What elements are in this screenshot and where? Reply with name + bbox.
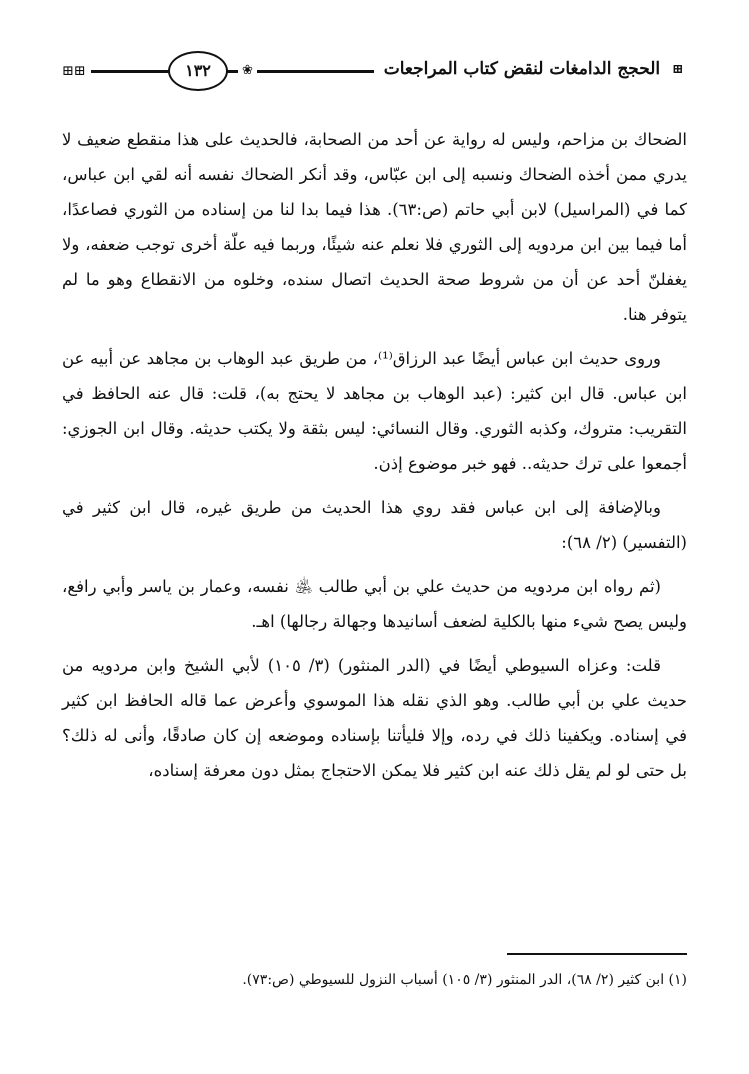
book-title: الحجج الدامغات لنقض كتاب المراجعات xyxy=(383,59,661,79)
header-title-box xyxy=(374,56,687,83)
footnote: (١) ابن كثير (٢/ ٦٨)، الدر المنثور (٣/ ١٠٥) أسباب النزول للسيوطي (ص:٧٣). xyxy=(242,972,687,988)
running-header xyxy=(62,50,687,94)
footnote-separator xyxy=(507,953,687,955)
paragraph: الضحاك بن مزاحم، وليس له رواية عن أحد من الصحابة، فالحديث على هذا منقطع ضعيف لا يدري ممن أخذه الضحاك ونسبه إلى ابن عبّاس، وقد أنكر الضحاك نفسه أنه لقي ابن عباس، كما في (المراسيل) لابن أبي حاتم (ص:٦٣). هذا فيما بدا لنا من إسناده من الثوري فصاعدًا، أما فيما بين ابن مردويه إلى الثوري فلا نعلم عنه شيئًا، وربما فيه علّة أخرى توجب ضعفه، ولا يغفلنّ أحد عن أن من شروط صحة الحديث اتصال سنده، وخلوه من الانقطاع وهو ما لم يتوفر هنا. xyxy=(62,130,687,324)
paragraph: وبالإضافة إلى ابن عباس فقد روي هذا الحديث من طريق غيره، قال ابن كثير في (التفسير) (٢/ ٦٨): xyxy=(62,498,687,552)
paragraph: قلت: وعزاه السيوطي أيضًا في (الدر المنثور) (٣/ ١٠٥) لأبي الشيخ وابن مردويه من حديث علي بن أبي طالب. وهو الذي نقله هذا الموسوي وأعرض عما قاله الحافظ ابن كثير في إسناده. ويكفينا ذلك في رده، وإلا فليأتنا بإسناده وموضعه إن كان صادقًا، وأنى له ذلك؟ بل حتى لو لم يقل ذلك عنه ابن كثير فلا يمكن الاحتجاج بمثل دون معرفة إسناده، xyxy=(62,656,687,780)
paragraph: وروى حديث ابن عباس أيضًا عبد الرزاق⁽¹⁾، من طريق عبد الوهاب بن مجاهد عن أبيه عن ابن عباس. قال ابن كثير: (عبد الوهاب بن مجاهد لا يحتج به)، قلت: قال عنه الحافظ في التقريب: متروك، وكذبه الثوري. وقال النسائي: ليس بثقة ولا يكتب حديثه. وقال ابن الجوزي: أجمعوا على ترك حديثه.. فهو خبر موضوع إذن. xyxy=(62,349,687,473)
header-ornament-mid: ❀ xyxy=(238,61,257,81)
page-number: ١٣٢ xyxy=(168,51,228,91)
main-text xyxy=(62,122,687,797)
header-ornament-left: ⊞⊞ xyxy=(62,60,91,82)
paragraph-quote: (ثم رواه ابن مردويه من حديث علي بن أبي طالب ﵁ نفسه، وعمار بن ياسر وأبي رافع، وليس يصح شيء منها بالكلية لضعف أسانيدها وجهالة رجالها) اهـ. xyxy=(62,577,687,631)
header-ornament-right: ⊞ xyxy=(672,61,683,77)
